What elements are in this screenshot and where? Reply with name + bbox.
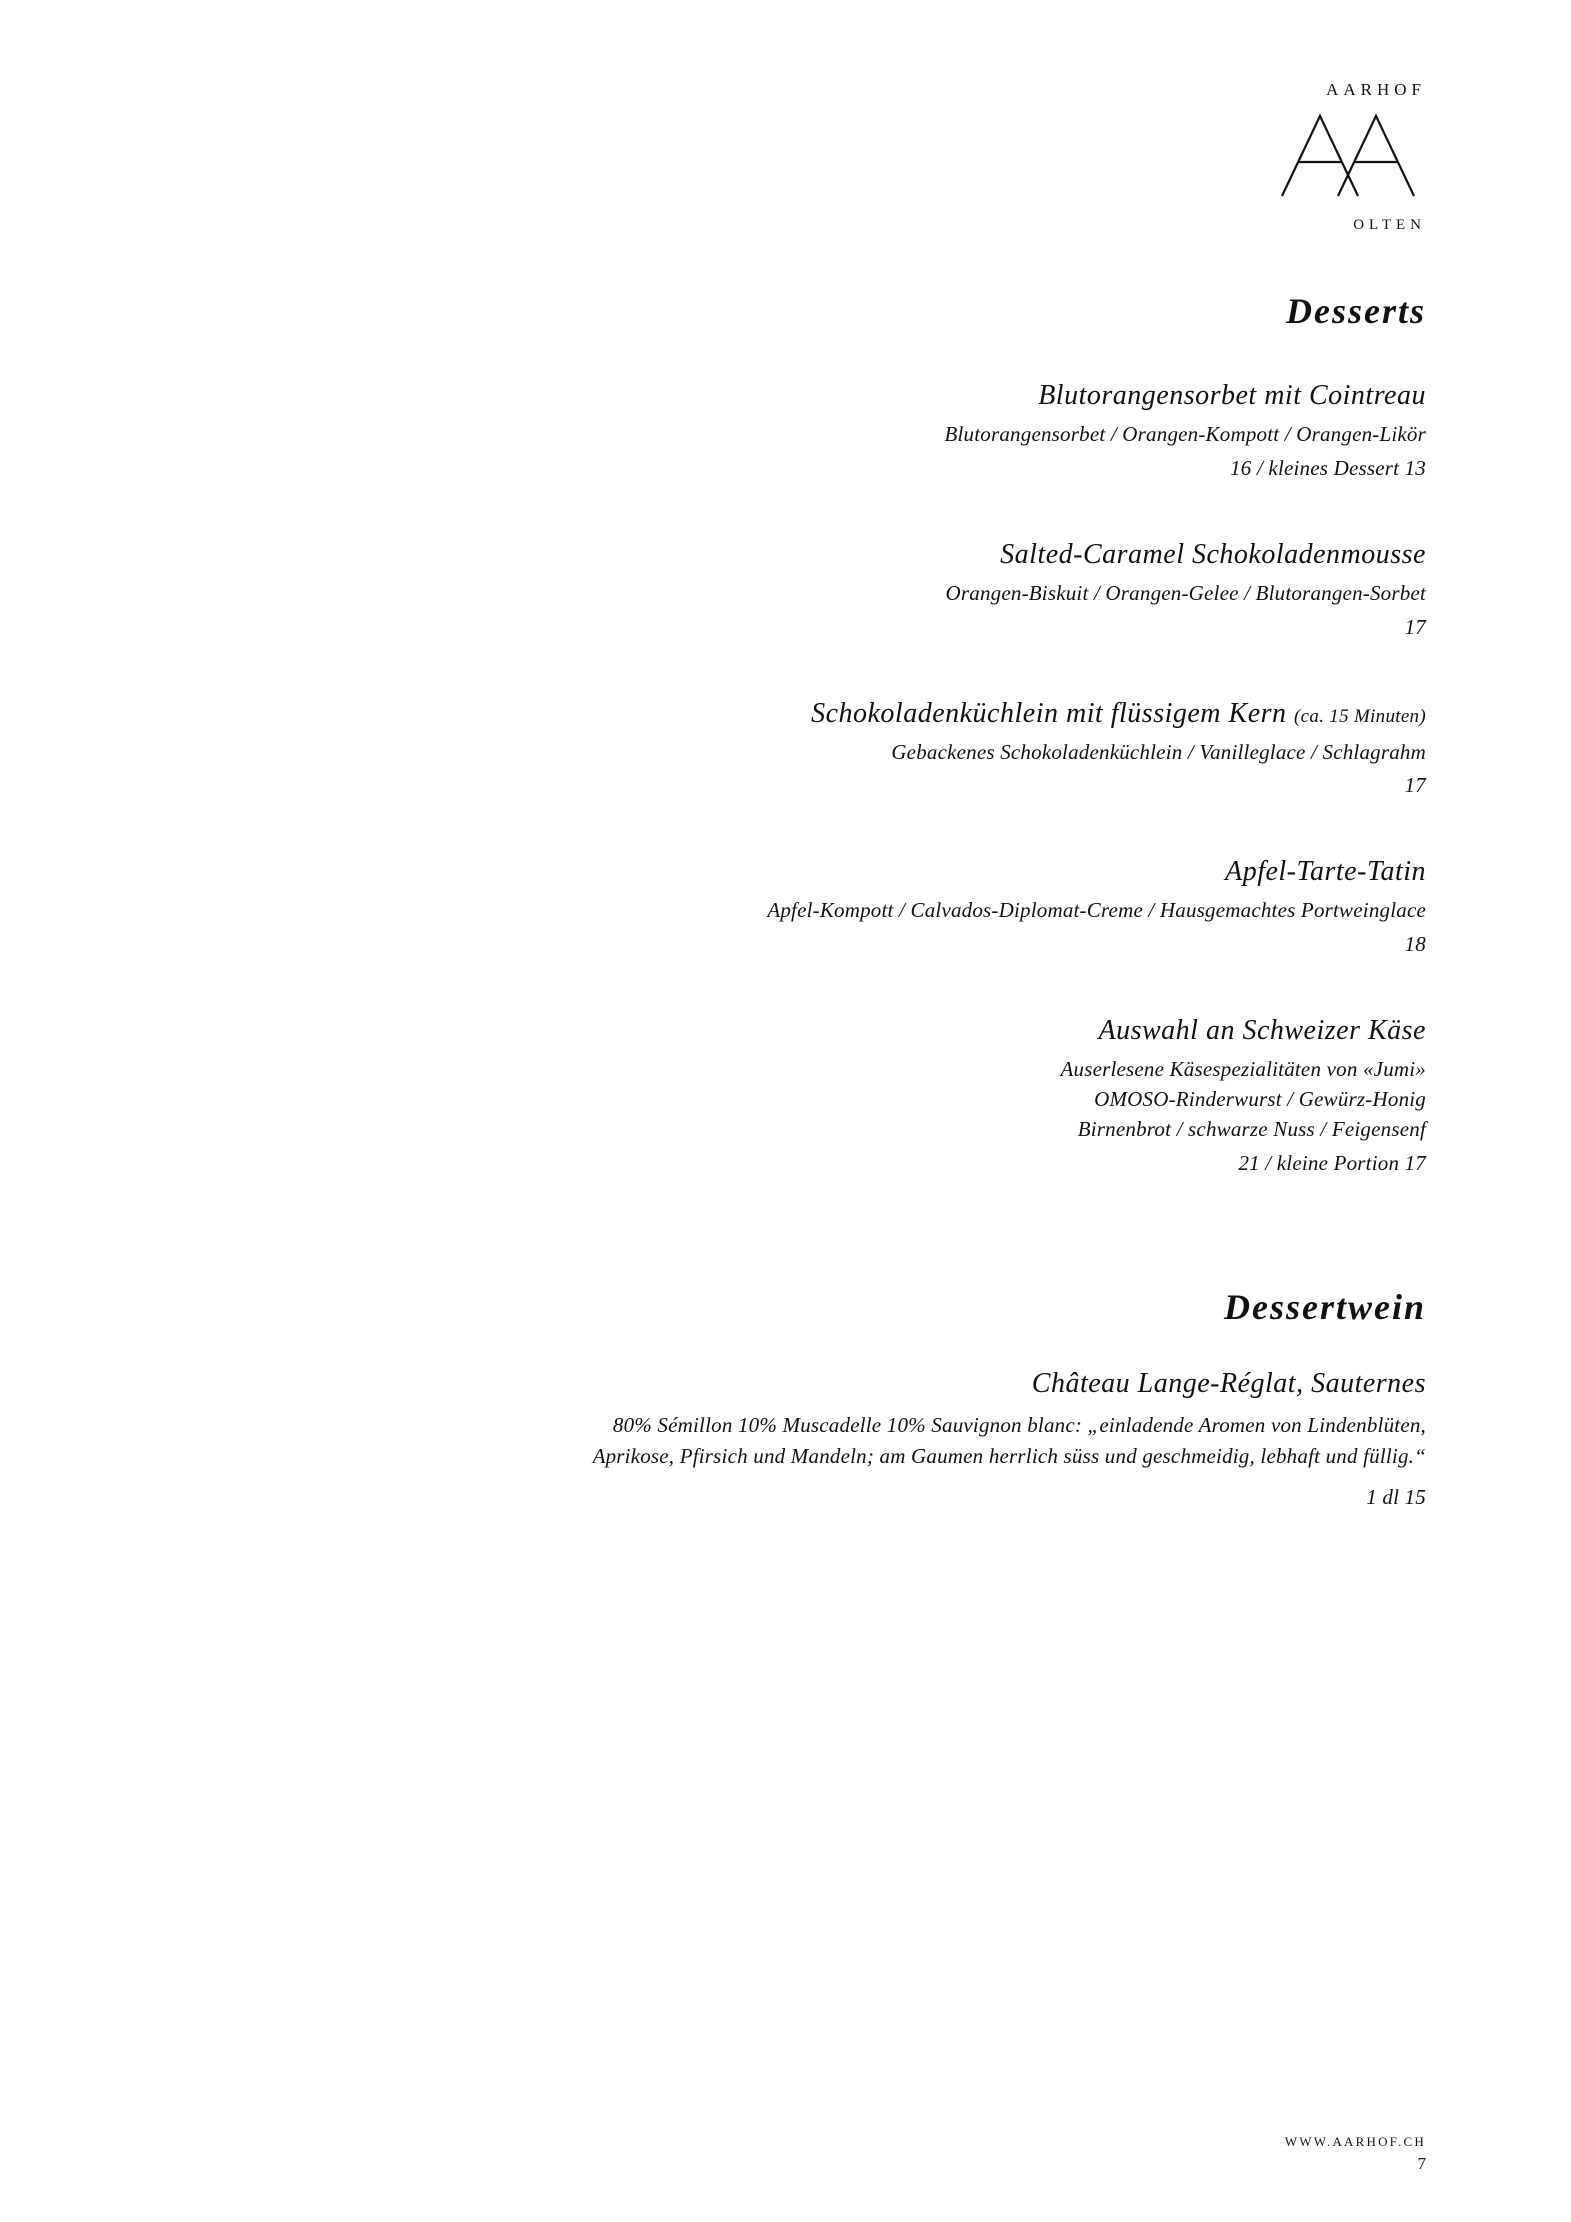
menu-item	[80, 856, 1426, 957]
page-footer	[1285, 2134, 1426, 2174]
item-name-text: Blutorangensorbet mit Cointreau	[1038, 380, 1426, 411]
menu-item	[80, 539, 1426, 640]
menu-item	[80, 380, 1426, 481]
item-price: 18	[1404, 932, 1426, 957]
item-name	[80, 539, 1426, 571]
item-name-text: Apfel-Tarte-Tatin	[1225, 856, 1426, 888]
item-description-line: Blutorangensorbet / Orangen-Kompott / Orangen-Likör	[944, 422, 1426, 446]
menu-item	[80, 698, 1426, 799]
item-description-line: Orangen-Biskuit / Orangen-Gelee / Blutorangen-Sorbet	[945, 580, 1426, 605]
section-title-dessertwein: Dessertwein	[1224, 1286, 1426, 1327]
item-description-line: OMOSO-Rinderwurst / Gewürz-Honig	[1094, 1087, 1426, 1112]
item-description-line: Birnenbrot / schwarze Nuss / Feigensenf	[1077, 1116, 1426, 1141]
wine-description-line: 80% Sémillon 10% Muscadelle 10% Sauvignon blanc: „einladende Aromen von Lindenblüten,	[612, 1412, 1426, 1437]
item-name	[80, 698, 1426, 730]
item-price: 21 / kleine Portion 17	[1238, 1150, 1426, 1175]
brand-logo-block	[80, 60, 1491, 234]
brand-location: OLTEN	[1353, 217, 1426, 233]
wine-price: 1 dl 15	[1366, 1484, 1426, 1509]
item-name-text: Salted-Caramel Schokoladenmousse	[1000, 538, 1426, 570]
item-name	[80, 1015, 1426, 1047]
dessert-items-list	[80, 380, 1491, 1176]
section-title-desserts: Desserts	[1286, 291, 1426, 331]
item-name-text: Auswahl an Schweizer Käse	[1098, 1015, 1426, 1047]
item-price: 16 / kleines Dessert 13	[1230, 455, 1426, 480]
website-url: WWW.AARHOF.CH	[1284, 2134, 1426, 2149]
menu-item	[80, 1015, 1426, 1175]
item-description-line: Gebackenes Schokoladenküchlein / Vanilleglace / Schlagrahm	[891, 739, 1426, 764]
double-a-monogram-icon	[1276, 110, 1426, 200]
brand-name: AARHOF	[1326, 80, 1426, 99]
item-price: 17	[1404, 614, 1426, 639]
item-name-text: Schokoladenküchlein mit flüssigem Kern	[811, 697, 1287, 729]
item-description-line: Auserlesene Käsespezialitäten von «Jumi»	[1060, 1057, 1426, 1082]
item-description-line: Apfel-Kompott / Calvados-Diplomat-Creme / Hausgemachtes Portweinglace	[767, 898, 1426, 923]
wine-description-line: Aprikose, Pfirsich und Mandeln; am Gaumen herrlich süss und geschmeidig, lebhaft und füllig.“	[592, 1444, 1426, 1469]
page-number: 7	[1417, 2154, 1426, 2173]
item-name-note: (ca. 15 Minuten)	[1294, 705, 1426, 727]
item-name	[80, 856, 1426, 888]
item-name	[80, 380, 1426, 412]
dessert-wine-entry	[80, 1368, 1491, 1510]
item-price: 17	[1404, 773, 1426, 798]
wine-name: Château Lange-Réglat, Sauternes	[1031, 1367, 1426, 1399]
